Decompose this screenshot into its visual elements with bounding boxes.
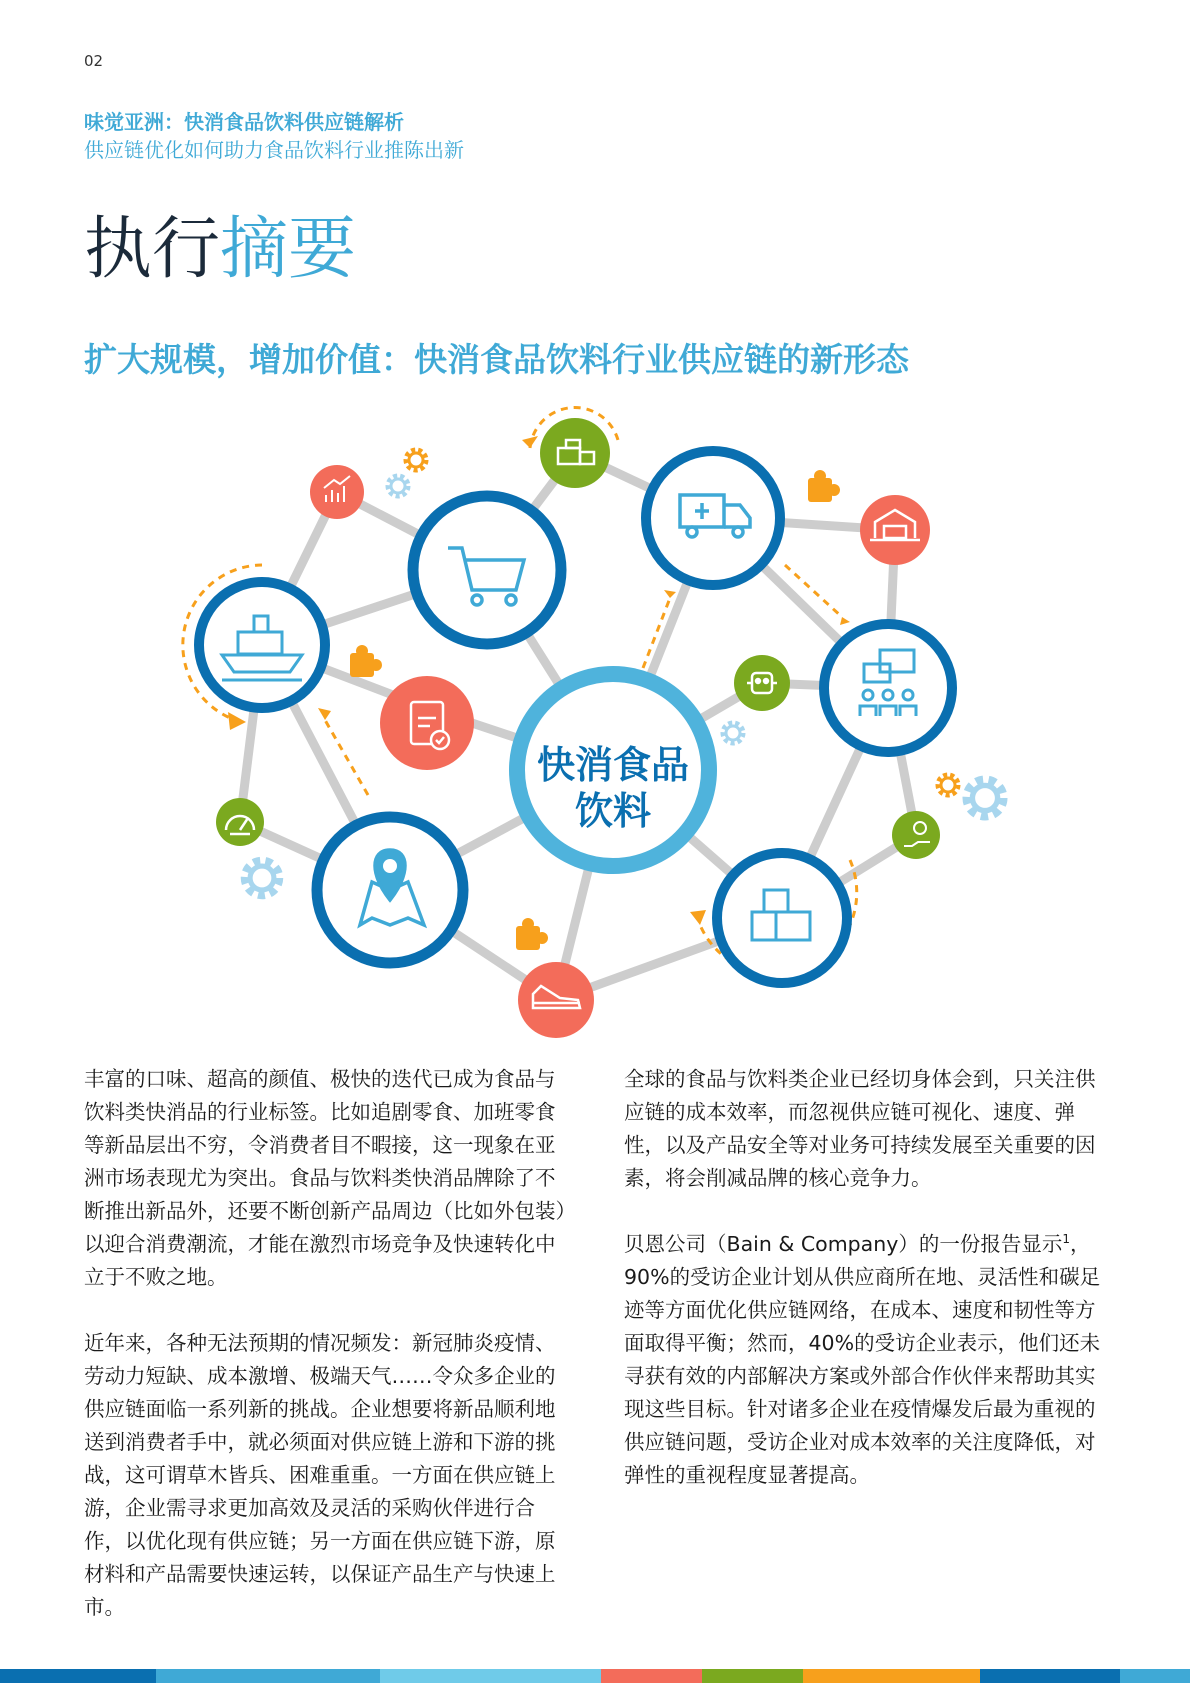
puzzle-icon [516, 918, 548, 950]
footer-bar-segment [0, 1669, 156, 1683]
gear-icon [967, 780, 1003, 816]
node-growth [310, 465, 364, 519]
node-map [317, 817, 463, 963]
gear-icon [723, 723, 743, 743]
node-center [517, 674, 709, 866]
page-number: 02 [84, 52, 104, 70]
page-title-part2: 摘要 [220, 210, 357, 289]
right-column [624, 1063, 1114, 1525]
node-truck [646, 451, 780, 585]
left-column [84, 1063, 574, 1657]
puzzle-icon [350, 645, 382, 677]
node-boxes [717, 853, 847, 983]
page-title [84, 210, 357, 289]
node-warehouse [860, 495, 930, 565]
right-paragraph-2-start: 贝恩公司（Bain & Company）的一份报告显示 [624, 1232, 1063, 1256]
gear-icon [245, 861, 279, 895]
node-money [892, 811, 940, 859]
report-subtitle: 供应链优化如何助力食品饮料行业推陈出新 [84, 138, 464, 162]
right-paragraph-2 [624, 1228, 1114, 1492]
section-subtitle: 扩大规模，增加价值：快消食品饮料行业供应链的新形态 [84, 340, 909, 379]
right-paragraph-1: 全球的食品与饮料类企业已经切身体会到，只关注供应链的成本效率，而忽视供应链可视化、速度、弹性，以及产品安全等对业务可持续发展至关重要的因素，将会削减品牌的核心竞争力。 [624, 1067, 1096, 1190]
footer-bar-segment [980, 1669, 1120, 1683]
center-label-line2: 饮料 [574, 789, 652, 833]
left-paragraph-2: 近年来，各种无法预期的情况频发：新冠肺炎疫情、劳动力短缺、成本激增、极端天气……令众多企业的供应链面临一系列新的挑战。企业想要将新品顺利地送到消费者手中，就必须面对供应链上游和下游的挑战，这可谓草木皆兵、困难重重。一方面在供应链上游，企业需寻求更加高效及灵活的采购伙伴进行合作，以优化现有供应链；另一方面在供应链下游，原材料和产品需要快速运转，以保证产品生产与快速上市。 [84, 1331, 556, 1619]
left-paragraph-1: 丰富的口味、超高的颜值、极快的迭代已成为食品与饮料类快消品的行业标签。比如追剧零食、加班零食等新品层出不穷，令消费者目不暇接，这一现象在亚洲市场表现尤为突出。食品与饮料类快消品牌除了不断推出新品外，还要不断创新产品周边（比如外包装）以迎合消费潮流，才能在激烈市场竞争及快速转化中立于不败之地。 [84, 1067, 566, 1289]
supply-chain-diagram [0, 395, 1190, 1055]
node-gauge [216, 798, 264, 846]
gear-icon [938, 775, 958, 795]
node-clipboard [380, 676, 474, 770]
footer-bar-segment [601, 1669, 702, 1683]
center-label-line1: 快消食品 [536, 743, 690, 787]
footer-color-bar [0, 1669, 1190, 1683]
footer-bar-segment [380, 1669, 601, 1683]
right-paragraph-2-end: ，90%的受访企业计划从供应商所在地、灵活性和碳足迹等方面优化供应链网络，在成本、速度和韧性等方面取得平衡；然而，40%的受访企业表示，他们还未寻获有效的内部解决方案或外部合作伙伴来帮助其实现这些目标。针对诸多企业在疫情爆发后最为重视的供应链问题，受访企业对成本效率的关注度降低，对弹性的重视程度显著提高。 [624, 1232, 1101, 1487]
footer-bar-segment [803, 1669, 980, 1683]
node-sneaker [518, 962, 594, 1038]
node-robot [734, 655, 790, 711]
gear-icon [388, 476, 408, 496]
footer-bar-segment [156, 1669, 380, 1683]
node-store [540, 418, 610, 488]
report-title: 味觉亚洲：快消食品饮料供应链解析 [84, 110, 404, 134]
footnote-marker[interactable]: 1 [1062, 1232, 1070, 1247]
node-cart [413, 496, 561, 644]
page-title-part1: 执行 [84, 210, 221, 289]
footer-bar-segment [702, 1669, 803, 1683]
footer-bar-segment [1120, 1669, 1190, 1683]
puzzle-icon [808, 470, 840, 502]
node-meeting [824, 624, 952, 752]
gear-icon [406, 450, 426, 470]
node-ship [199, 582, 325, 708]
